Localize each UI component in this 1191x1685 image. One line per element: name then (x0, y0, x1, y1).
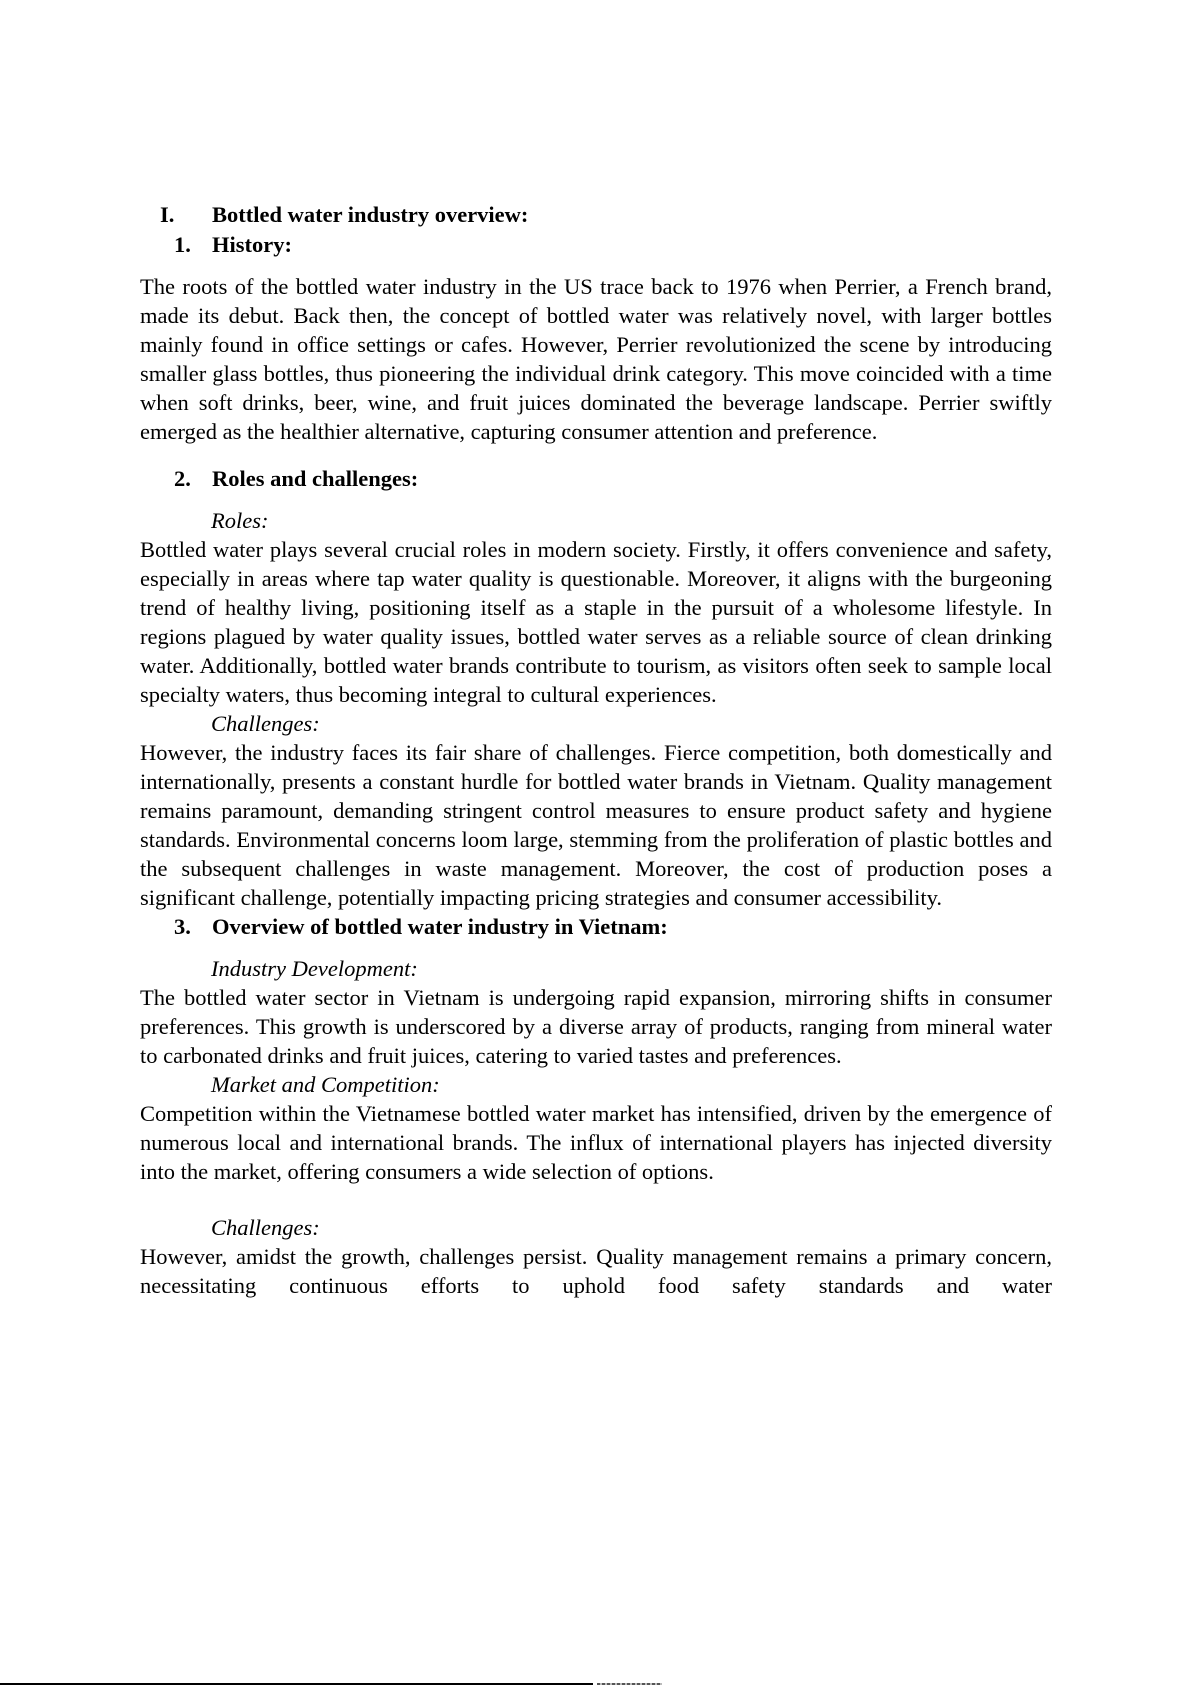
industry-development-label: Industry Development: (211, 956, 418, 981)
industry-development-paragraph: The bottled water sector in Vietnam is undergoing rapid expansion, mirroring shifts in consumer preferences. This growth is underscored by a diverse array of products, ranging from mineral water to carbonated drinks and fruit juices, catering to varied tastes and preferences. (140, 985, 1052, 1068)
subsection-heading-history (174, 230, 1052, 260)
section-heading (160, 200, 1052, 230)
challenges-paragraph: However, the industry faces its fair share of challenges. Fierce competition, both domestically and internationally, presents a constant hurdle for bottled water brands in Vietnam. Quality management remains paramount, demanding stringent control measures to ensure product safety and hygiene standards. Environmental concerns loom large, stemming from the proliferation of plastic bottles and the subsequent challenges in waste management. Moreover, the cost of production poses a significant challenge, potentially impacting pricing strategies and consumer accessibility. (140, 740, 1052, 910)
section-title: Bottled water industry overview: (212, 202, 529, 227)
subsection-title: History: (212, 232, 292, 257)
subsection-number: 1. (174, 232, 191, 257)
document-page (140, 200, 1052, 1300)
roles-paragraph: Bottled water plays several crucial roles in modern society. Firstly, it offers convenience and safety, especially in areas where tap water quality is questionable. Moreover, it aligns with the burgeoning trend of healthy living, positioning itself as a staple in the pursuit of a wholesome lifestyle. In regions plagued by water quality issues, bottled water serves as a reliable source of clean drinking water. Additionally, bottled water brands contribute to tourism, as visitors often seek to sample local specialty waters, thus becoming integral to cultural experiences. (140, 537, 1052, 707)
subsection-title: Overview of bottled water industry in Vietnam: (212, 914, 668, 939)
roles-label: Roles: (211, 508, 269, 533)
vietnam-challenges-paragraph: However, amidst the growth, challenges persist. Quality management remains a primary concern, necessitating continuous efforts to uphold food safety standards and water (140, 1244, 1052, 1298)
subsection-number: 2. (174, 466, 191, 491)
section-number: I. (160, 202, 175, 227)
subsection-heading-vietnam-overview (174, 912, 1052, 942)
subsection-title: Roles and challenges: (212, 466, 419, 491)
market-competition-label: Market and Competition: (211, 1072, 440, 1097)
market-competition-paragraph: Competition within the Vietnamese bottled water market has intensified, driven by the emergence of numerous local and international brands. The influx of international players has injected diversity into the market, offering consumers a wide selection of options. (140, 1101, 1052, 1184)
subsection-number: 3. (174, 914, 191, 939)
subsection-heading-roles-challenges (174, 464, 1052, 494)
vietnam-challenges-label: Challenges: (211, 1215, 320, 1240)
history-paragraph: The roots of the bottled water industry in the US trace back to 1976 when Perrier, a French brand, made its debut. Back then, the concept of bottled water was relatively novel, with larger bottles mainly found in office settings or cafes. However, Perrier revolutionized the scene by introducing smaller glass bottles, thus pioneering the individual drink category. This move coincided with a time when soft drinks, beer, wine, and fruit juices dominated the beverage landscape. Perrier swiftly emerged as the healthier alternative, capturing consumer attention and preference. (140, 274, 1052, 444)
challenges-label: Challenges: (211, 711, 320, 736)
